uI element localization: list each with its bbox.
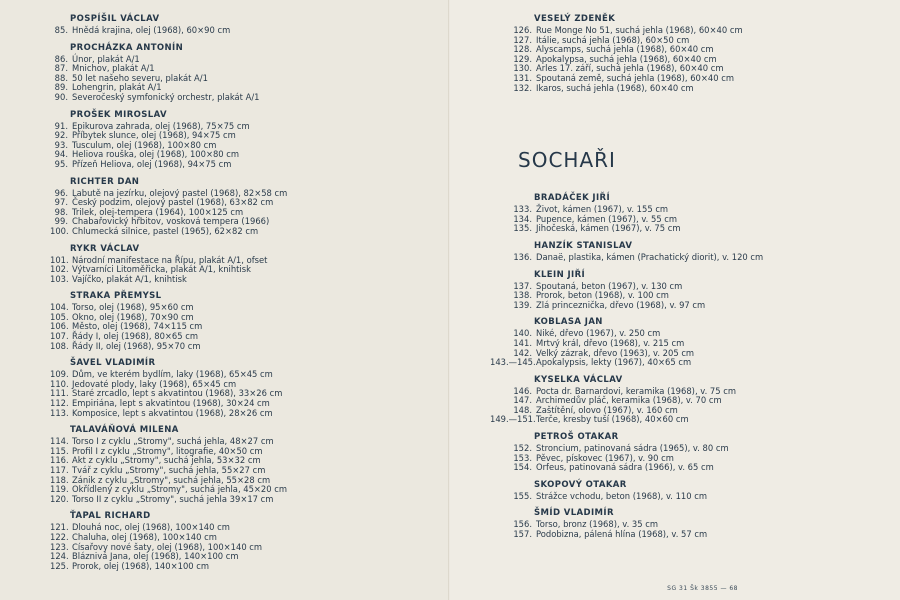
artwork-number: 139. [513,299,532,310]
artwork-description: Epikurova zahrada, olej (1968), 75×75 cm [72,120,250,131]
artwork-description: Dlouhá noc, olej (1968), 100×140 cm [72,522,230,533]
artwork-number: 156. [513,519,532,530]
artwork-number: 95. [54,158,68,169]
artwork-description: Niké, dřevo (1967), v. 250 cm [536,328,661,339]
artwork-description: Řády II, olej (1968), 95×70 cm [72,340,201,351]
artwork-number: 103. [50,273,69,284]
artwork-description: Danaë, plastika, kámen (Prachatický diorit), v. 120 cm [536,251,764,262]
artist-name: POSPÍŠIL VÁCLAV [70,14,160,24]
artwork-number: 94. [54,149,68,160]
artwork-number: 93. [54,139,68,150]
artwork-number: 117. [50,465,69,475]
artwork-number: 121. [50,522,69,533]
artwork-description: Město, olej (1968), 74×115 cm [72,321,203,332]
artwork-description: Empiriána, lept s akvatintou (1968), 30×24 cm [72,398,270,409]
artwork-number: 116. [50,455,69,466]
artwork-number: 157. [513,529,532,540]
artist-name: TALAVÁŇOVÁ MILENA [70,425,179,436]
artwork-description: Itálie, suchá jehla (1968), 60×50 cm [536,34,690,45]
artwork-item [490,357,890,368]
artist-entry [510,192,890,237]
painters-continued [510,13,890,96]
artwork-number: 131. [513,72,532,83]
artwork-item [510,530,890,540]
artist-entry [510,240,890,266]
artwork-number: 105. [50,311,69,322]
artwork-number: 137. [513,280,532,291]
artist-entry [50,510,440,574]
artist-name: ŠAVEL VLADIMÍR [70,358,156,369]
right-catalog-column [490,10,890,543]
artwork-description: Stroncium, patinovaná sádra (1965), v. 80 cm [536,443,729,454]
artwork-number: 138. [513,290,532,301]
artwork-description: Profil I z cyklu „Stromy", litografie, 40×50 cm [72,445,263,456]
artwork-number: 113. [50,407,69,418]
artwork-description: Akt z cyklu „Stromy", suchá jehla, 53×32 cm [72,455,261,466]
artwork-item [50,26,440,36]
artwork-number: 100. [50,225,69,236]
artwork-description: Okřídlený z cyklu „Stromy", suchá jehla, 45×20 cm [72,484,288,495]
artwork-description: Podobizna, pálená hlína (1968), v. 57 cm [536,529,708,540]
artist-entry [50,357,440,421]
artwork-item [50,342,440,352]
artwork-description: Komposice, lept s akvatintou (1968), 28×26 cm [72,407,273,418]
artwork-number: 123. [50,541,69,552]
section-title-sculptors: SOCHAŘI [518,148,616,173]
artwork-number: 135. [513,223,532,234]
artwork-description: Torso I z cyklu „Stromy", suchá jehla, 48×27 cm [72,436,274,447]
artwork-number: 98. [54,206,68,217]
artist-entry [510,269,890,314]
artwork-description: Výtvarníci Litoměřicka, plakát A/1, knihtisk [72,264,251,275]
artwork-description: Tusculum, olej (1968), 100×80 cm [72,139,217,150]
artwork-number: 88. [54,72,68,83]
artist-entry [50,13,440,39]
artist-entry [490,374,890,428]
artwork-description: Hnědá krajina, olej (1968), 60×90 cm [72,25,231,35]
right-page [450,0,900,600]
artwork-item [490,414,890,425]
artwork-item [50,275,440,285]
artist-name: RICHTER DAN [70,176,140,187]
artwork-number: 127. [513,34,532,45]
artwork-description: Mnichov, plakát A/1 [72,63,155,74]
artwork-number: 115. [50,445,69,456]
artwork-number: 106. [50,321,69,332]
artwork-number: 147. [513,395,532,406]
artwork-number: 97. [54,197,68,208]
artwork-item [510,301,890,311]
artwork-description: Ikaros, suchá jehla (1968), 60×40 cm [536,82,694,93]
artwork-description: Zaštítění, olovo (1967), v. 160 cm [536,404,678,415]
artwork-number: 152. [513,443,532,454]
artist-name: KOBLASA JAN [534,317,603,328]
artist-entry [490,316,890,370]
artist-entry [50,290,440,354]
artwork-description: Prorok, olej (1968), 140×100 cm [72,560,210,571]
artist-entry [50,424,440,507]
artwork-number: 130. [513,63,532,74]
artwork-number: 120. [50,493,69,504]
artist-entry [50,176,440,240]
artwork-item [510,463,890,473]
artwork-number: 90. [54,91,68,102]
artwork-number: 132. [513,82,532,93]
artwork-item [50,409,440,419]
artwork-number: 124. [50,551,69,562]
artwork-description: Heliova rouška, olej (1968), 100×80 cm [72,149,240,160]
artwork-item [510,492,890,502]
artwork-description: Chaluha, olej (1968), 100×140 cm [72,531,217,542]
artwork-number: 133. [513,204,532,215]
artist-entry [50,243,440,288]
artist-name: KYSELKA VÁCLAV [534,374,623,385]
artwork-number: 110. [50,378,69,389]
artwork-number: 112. [50,398,69,409]
artwork-number: 87. [54,63,68,74]
artwork-number: 149.—151. [490,414,536,425]
artwork-item [50,227,440,237]
artwork-item [50,160,440,170]
artwork-description: Císařovy nové šaty, olej (1968), 100×140 cm [72,541,263,552]
artwork-number: 136. [513,251,532,262]
artist-entry [510,13,890,96]
artwork-number: 108. [50,340,69,351]
artist-name: VESELÝ ZDENĚK [534,14,616,24]
artwork-description: Archimedův pláč, keramika (1968), v. 70 cm [536,395,722,406]
artwork-description: Torso, bronz (1968), v. 35 cm [536,519,659,530]
artwork-description: Okno, olej (1968), 70×90 cm [72,311,194,322]
artwork-number: 111. [50,388,69,399]
artwork-number: 128. [513,44,532,55]
left-catalog-column [50,10,440,574]
artwork-number: 85. [54,25,68,35]
artwork-description: Únor, plakát A/1 [72,53,140,64]
artwork-description: Chabařovický hřbitov, vosková tempera (1966) [72,216,270,227]
artwork-description: Řády I, olej (1968), 80×65 cm [72,331,199,342]
artwork-description: Vajíčko, plakát A/1, knihtisk [72,273,187,284]
artwork-description: Zánik z cyklu „Stromy", suchá jehla, 55×28 cm [72,474,271,485]
artwork-number: 91. [54,120,68,131]
artwork-number: 143.—145. [490,357,536,368]
artwork-description: Trilek, olej-tempera (1964), 100×125 cm [72,206,244,217]
artwork-number: 96. [54,187,68,198]
artwork-description: Spoutaná země, suchá jehla (1968), 60×40 cm [536,72,734,83]
artwork-description: Arles 17. září, suchá jehla (1968), 60×40 cm [536,63,724,74]
artwork-number: 154. [513,462,532,473]
artist-name: RYKR VÁCLAV [70,243,140,254]
artwork-number: 155. [513,490,532,501]
artwork-number: 153. [513,452,532,463]
artwork-number: 148. [513,404,532,415]
artist-name: PETROŠ OTAKAR [534,432,619,443]
artwork-description: Severočeský symfonický orchestr, plakát A/1 [72,91,260,102]
artwork-number: 118. [50,474,69,485]
artwork-item [50,562,440,572]
artwork-description: Jihočeská, kámen (1967), v. 75 cm [536,223,681,234]
artwork-description: Život, kámen (1967), v. 155 cm [536,204,669,215]
artwork-description: Příbytek slunce, olej (1968), 94×75 cm [72,130,236,141]
artwork-description: Apokalypsis, lekty (1967), 40×65 cm [536,357,692,368]
artwork-description: Rue Monge No 51, suchá jehla (1968), 60×40 cm [536,25,743,35]
artist-name: PROŠEK MIROSLAV [70,109,167,120]
artwork-description: Spoutaná, beton (1967), v. 130 cm [536,280,683,291]
artwork-description: Pupence, kámen (1967), v. 55 cm [536,213,678,224]
artist-entry [510,507,890,542]
artwork-number: 141. [513,337,532,348]
artwork-description: Přízeň Heliova, olej (1968), 94×75 cm [72,158,232,169]
artwork-description: Bláznivá Jana, olej (1968), 140×100 cm [72,551,239,562]
artwork-number: 114. [50,436,69,447]
artwork-description: Labutě na jezírku, olejový pastel (1968), 82×58 cm [72,187,288,198]
artwork-description: Mrtvý král, dřevo (1968), v. 215 cm [536,337,685,348]
artwork-description: Český podzim, olejový pastel (1968), 63×82 cm [72,197,274,208]
artwork-description: Chlumecká silnice, pastel (1965), 62×82 cm [72,225,259,236]
artist-name: HANZÍK STANISLAV [534,240,633,251]
sculptors-list [490,192,890,542]
artwork-description: 50 let našeho severu, plakát A/1 [72,72,208,83]
artwork-description: Torso II z cyklu „Stromy", suchá jehla 39×17 cm [72,493,274,504]
artwork-number: 89. [54,82,68,93]
artwork-number: 129. [513,53,532,64]
artwork-description: Staré zrcadlo, lept s akvatintou (1968), 33×26 cm [72,388,283,399]
print-code-footer: SG 31 Šk 3855 — 68 [667,585,738,592]
artwork-description: Dům, ve kterém bydlím, laky (1968), 65×45 cm [72,369,273,380]
artwork-description: Terče, kresby tuší (1968), 40×60 cm [536,414,689,425]
artwork-description: Orfeus, patinovaná sádra (1966), v. 65 cm [536,462,714,473]
artwork-number: 101. [50,254,69,265]
artwork-number: 102. [50,264,69,275]
artwork-description: Lohengrin, plakát A/1 [72,82,162,93]
artwork-number: 146. [513,385,532,396]
artwork-number: 140. [513,328,532,339]
artwork-number: 92. [54,130,68,141]
artwork-number: 109. [50,369,69,380]
artist-name: PROCHÁZKA ANTONÍN [70,42,184,53]
artwork-number: 122. [50,531,69,542]
artwork-number: 86. [54,53,68,64]
artwork-description: Národní manifestace na Řípu, plakát A/1, ofset [72,254,268,265]
artist-entry [510,479,890,505]
artwork-number: 126. [513,25,532,35]
artwork-description: Velký zázrak, dřevo (1963), v. 205 cm [536,347,695,358]
artist-name: STRAKA PŘEMYSL [70,291,162,302]
artwork-description: Tvář z cyklu „Stromy", suchá jehla, 55×27 cm [72,465,266,475]
artwork-number: 119. [50,484,69,495]
artwork-description: Zlá princeznička, dřevo (1968), v. 97 cm [536,299,706,310]
artist-entry [510,431,890,476]
artwork-description: Torso, olej (1968), 95×60 cm [72,302,194,313]
artist-entry [50,42,440,106]
artwork-item [510,84,890,94]
artwork-description: Jedovaté plody, laky (1968), 65×45 cm [72,378,237,389]
artwork-item [50,93,440,103]
artwork-item [50,495,440,505]
artwork-description: Strážce vchodu, beton (1968), v. 110 cm [536,490,707,501]
artwork-description: Alyscamps, suchá jehla (1968), 60×40 cm [536,44,714,55]
artwork-number: 99. [54,216,68,227]
artwork-description: Prorok, beton (1968), v. 100 cm [536,290,669,301]
artwork-item [510,224,890,234]
artwork-description: Pocta dr. Barnardovi, keramika (1968), v. 75 cm [536,385,736,396]
artist-name: ŠMÍD VLADIMÍR [534,508,614,519]
artwork-item [510,253,890,263]
artwork-number: 134. [513,213,532,224]
artwork-number: 142. [513,347,532,358]
artist-name: SKOPOVÝ OTAKAR [534,479,627,490]
artwork-description: Apokalypsa, suchá jehla (1968), 60×40 cm [536,53,717,64]
artist-name: ŤAPAL RICHARD [70,511,151,522]
artist-entry [50,109,440,173]
artwork-description: Pěvec, pískovec (1967), v. 90 cm [536,452,674,463]
artist-name: BRADÁČEK JIŘÍ [534,193,611,204]
artist-name: KLEIN JIŘÍ [534,269,586,280]
artwork-number: 107. [50,331,69,342]
artwork-number: 125. [50,560,69,571]
artwork-number: 104. [50,302,69,313]
